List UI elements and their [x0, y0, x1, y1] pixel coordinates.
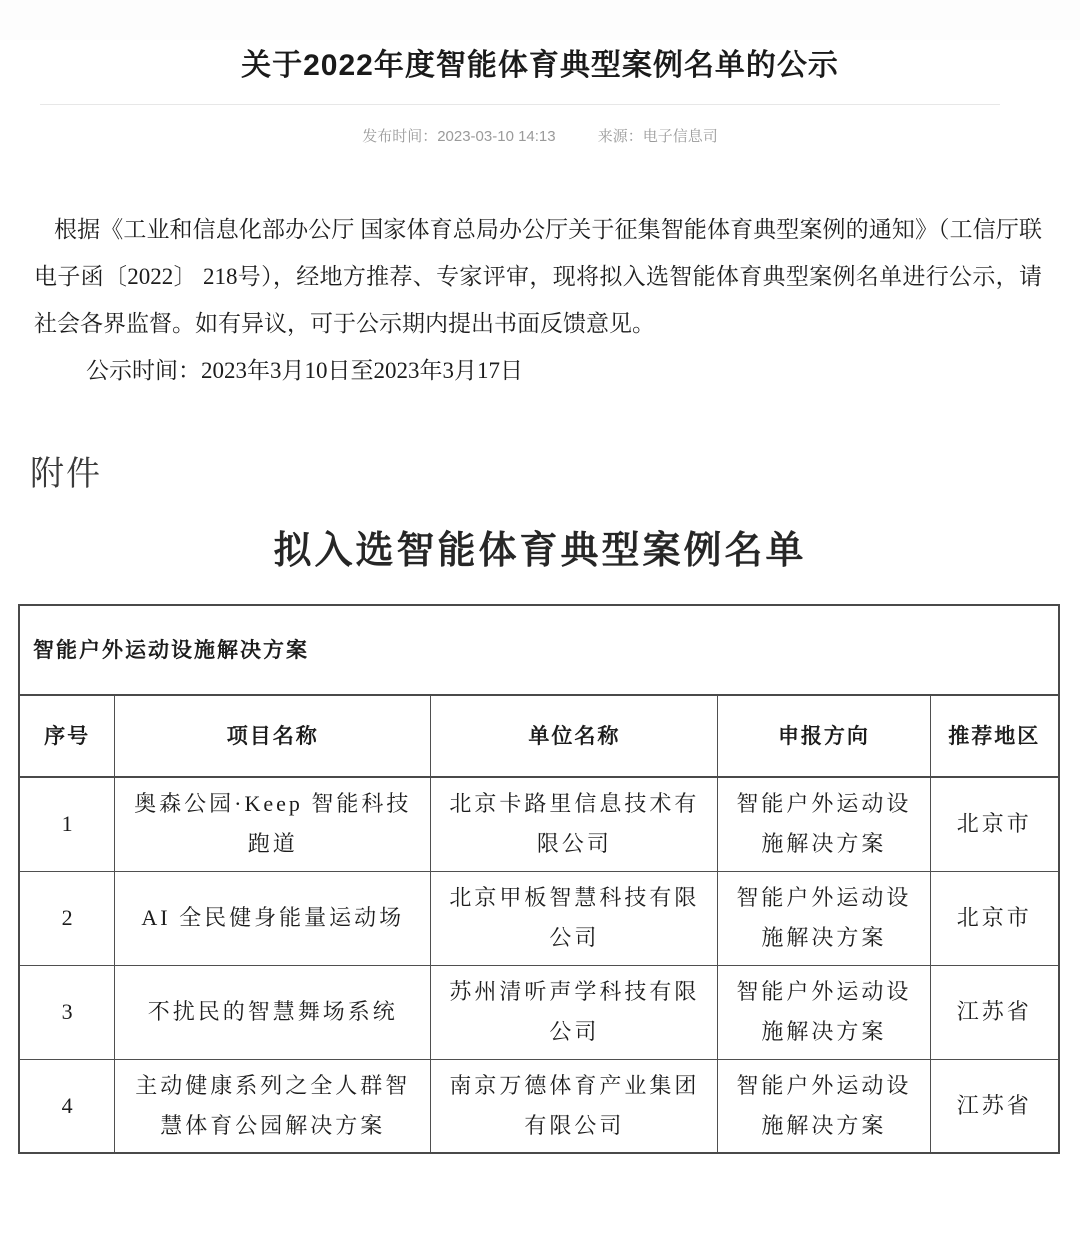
cell-index: 2	[19, 871, 115, 965]
table-group-header-row	[19, 605, 1059, 695]
cell-project: AI 全民健身能量运动场	[115, 871, 431, 965]
cell-region: 北京市	[930, 871, 1059, 965]
attachment-label: 附件	[30, 456, 102, 493]
cell-index: 3	[19, 965, 115, 1059]
publish-time: 发布时间：2023-03-10 14:13	[362, 128, 556, 145]
cell-project: 主动健康系列之全人群智慧体育公园解决方案	[115, 1059, 431, 1153]
group-header-cell: 智能户外运动设施解决方案	[19, 605, 1059, 695]
col-header-direction: 申报方向	[718, 695, 930, 777]
meta-bar	[0, 125, 1080, 146]
page-title: 关于2022年度智能体育典型案例名单的公示	[241, 49, 839, 82]
cell-index: 4	[19, 1059, 115, 1153]
cell-direction: 智能户外运动设施解决方案	[718, 965, 930, 1059]
list-title: 拟入选智能体育典型案例名单	[273, 530, 807, 572]
cell-organization: 北京甲板智慧科技有限公司	[431, 871, 718, 965]
col-header-index: 序号	[19, 695, 115, 777]
cell-organization: 南京万德体育产业集团有限公司	[431, 1059, 718, 1153]
cell-region: 江苏省	[930, 965, 1059, 1059]
table-row	[19, 777, 1059, 871]
cell-direction: 智能户外运动设施解决方案	[718, 1059, 930, 1153]
col-header-organization: 单位名称	[431, 695, 718, 777]
cell-region: 江苏省	[930, 1059, 1059, 1153]
source: 来源：电子信息司	[597, 128, 718, 145]
table-row	[19, 871, 1059, 965]
cell-organization: 北京卡路里信息技术有限公司	[431, 777, 718, 871]
cell-direction: 智能户外运动设施解决方案	[718, 777, 930, 871]
col-header-project: 项目名称	[115, 695, 431, 777]
col-header-region: 推荐地区	[930, 695, 1059, 777]
cell-organization: 苏州清听声学科技有限公司	[431, 965, 718, 1059]
table-row	[19, 965, 1059, 1059]
lead-paragraph: 根据《工业和信息化部办公厅 国家体育总局办公厅关于征集智能体育典型案例的通知》（工信厅联电子函〔2022〕 218号），经地方推荐、专家评审，现将拟入选智能体育典型案例名单进行公示，请社会各界监督。如有异议，可于公示期内提出书面反馈意见。	[34, 217, 1043, 336]
cell-region: 北京市	[930, 777, 1059, 871]
notice-period: 公示时间：2023年3月10日至2023年3月17日	[86, 358, 523, 383]
title-divider	[40, 104, 1000, 105]
table-header-row	[19, 695, 1059, 777]
table-row	[19, 1059, 1059, 1153]
article-body	[34, 206, 1042, 394]
announcement-page	[0, 40, 1080, 1238]
cell-direction: 智能户外运动设施解决方案	[718, 871, 930, 965]
case-table	[18, 604, 1060, 1154]
cell-project: 不扰民的智慧舞场系统	[115, 965, 431, 1059]
cell-project: 奥森公园·Keep 智能科技跑道	[115, 777, 431, 871]
cell-index: 1	[19, 777, 115, 871]
